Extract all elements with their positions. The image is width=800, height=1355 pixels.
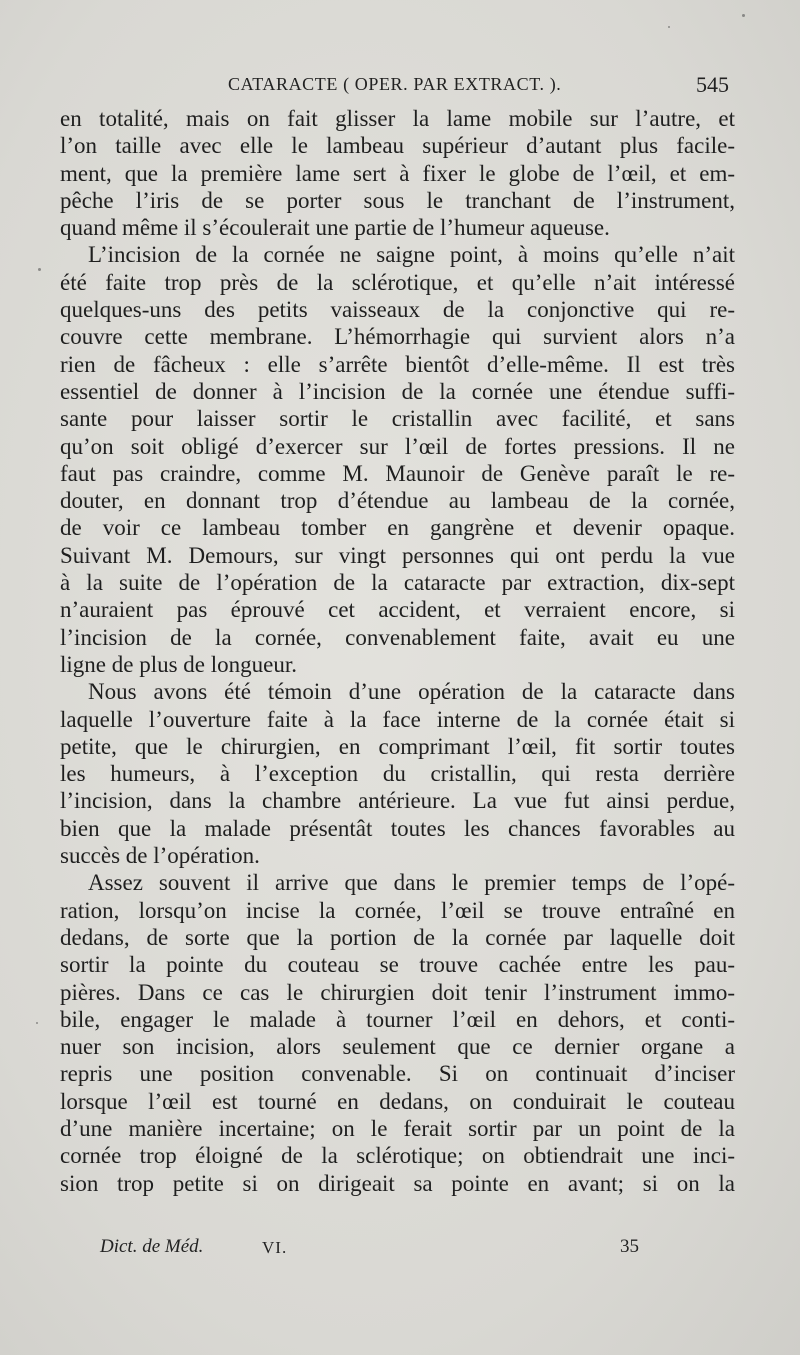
- paper-speck: [36, 1022, 38, 1024]
- text-line: de voir ce lambeau tomber en gangrène et devenir opaque.: [60, 515, 735, 541]
- text-line: bile, engager le malade à tourner l’œil en dehors, et conti-: [60, 1006, 735, 1032]
- paper-speck: [742, 14, 745, 17]
- text-line: sortir la pointe du couteau se trouve cachée entre les pau-: [60, 952, 735, 978]
- text-line: sion trop petite si on dirigeait sa pointe en avant; si on la: [60, 1170, 735, 1196]
- text-line: d’une manière incertaine; on le ferait sortir par un point de la: [60, 1115, 735, 1141]
- text-line: bien que la malade présentât toutes les chances favorables au: [60, 815, 735, 841]
- text-line: essentiel de donner à l’incision de la cornée une étendue suffi-: [60, 378, 735, 404]
- text-line: Nous avons été témoin d’une opération de la cataracte dans: [88, 679, 735, 705]
- body-text: [60, 105, 735, 1197]
- text-line: dedans, de sorte que la portion de la cornée par laquelle doit: [60, 924, 735, 950]
- text-line: L’incision de la cornée ne saigne point, à moins qu’elle n’ait: [88, 242, 735, 268]
- text-line: ligne de plus de longueur.: [60, 651, 297, 677]
- signature-mark: Dict. de Méd.: [100, 1236, 204, 1257]
- page-header: [60, 72, 735, 102]
- text-line: l’incision de la cornée, convenablement faite, avait eu une: [60, 624, 735, 650]
- text-line: en totalité, mais on fait glisser la lame mobile sur l’autre, et: [60, 106, 735, 131]
- text-line: rien de fâcheux : elle s’arrête bientôt d’elle-même. Il est très: [60, 351, 735, 377]
- paper-speck: [38, 268, 41, 271]
- sheet-number: 35: [620, 1236, 639, 1257]
- text-line: nuer son incision, alors seulement que ce dernier organe a: [60, 1034, 735, 1060]
- text-line: les humeurs, à l’exception du cristallin, qui resta derrière: [60, 761, 735, 787]
- running-head: CATARACTE ( OPER. PAR EXTRACT. ).: [228, 74, 562, 94]
- text-line: l’incision, dans la chambre antérieure. La vue fut ainsi perdue,: [60, 788, 735, 814]
- text-line: ment, que la première lame sert à fixer le globe de l’œil, et em-: [60, 160, 735, 186]
- text-line: Assez souvent il arrive que dans le premier temps de l’opé-: [88, 870, 735, 896]
- text-line: succès de l’opération.: [60, 843, 260, 869]
- text-line: cornée trop éloigné de la sclérotique; on obtiendrait une inci-: [60, 1143, 735, 1169]
- text-line: été faite trop près de la sclérotique, et qu’elle n’ait intéressé: [60, 269, 735, 295]
- text-line: Suivant M. Demours, sur vingt personnes qui ont perdu la vue: [60, 542, 735, 568]
- text-line: quelques-uns des petits vaisseaux de la conjonctive qui re-: [60, 297, 735, 323]
- page-footer: [0, 1236, 800, 1266]
- text-line: faut pas craindre, comme M. Maunoir de Genève paraît le re-: [60, 460, 735, 486]
- page-number: 545: [696, 72, 729, 97]
- text-line: repris une position convenable. Si on continuait d’inciser: [60, 1061, 735, 1087]
- text-line: lorsque l’œil est tourné en dedans, on conduirait le couteau: [60, 1088, 735, 1114]
- text-line: couvre cette membrane. L’hémorrhagie qui survient alors n’a: [60, 324, 735, 350]
- text-line: n’auraient pas éprouvé cet accident, et verraient encore, si: [60, 597, 735, 623]
- text-line: petite, que le chirurgien, en comprimant l’œil, fit sortir toutes: [60, 733, 735, 759]
- text-line: à la suite de l’opération de la cataracte par extraction, dix-sept: [60, 570, 735, 596]
- text-line: laquelle l’ouverture faite à la face interne de la cornée était si: [60, 706, 735, 732]
- paper-speck: [668, 26, 670, 28]
- text-line: ration, lorsqu’on incise la cornée, l’œil se trouve entraîné en: [60, 897, 735, 923]
- text-line: quand même il s’écoulerait une partie de l’humeur aqueuse.: [60, 215, 610, 241]
- text-line: douter, en donnant trop d’étendue au lambeau de la cornée,: [60, 488, 735, 514]
- text-line: qu’on soit obligé d’exercer sur l’œil de fortes pressions. Il ne: [60, 433, 735, 459]
- text-line: l’on taille avec elle le lambeau supérieur d’autant plus facile-: [60, 133, 735, 159]
- text-line: pêche l’iris de se porter sous le tranchant de l’instrument,: [60, 187, 735, 213]
- volume-mark: VI.: [262, 1238, 288, 1257]
- text-line: sante pour laisser sortir le cristallin avec facilité, et sans: [60, 406, 735, 432]
- text-line: pières. Dans ce cas le chirurgien doit tenir l’instrument immo-: [60, 979, 735, 1005]
